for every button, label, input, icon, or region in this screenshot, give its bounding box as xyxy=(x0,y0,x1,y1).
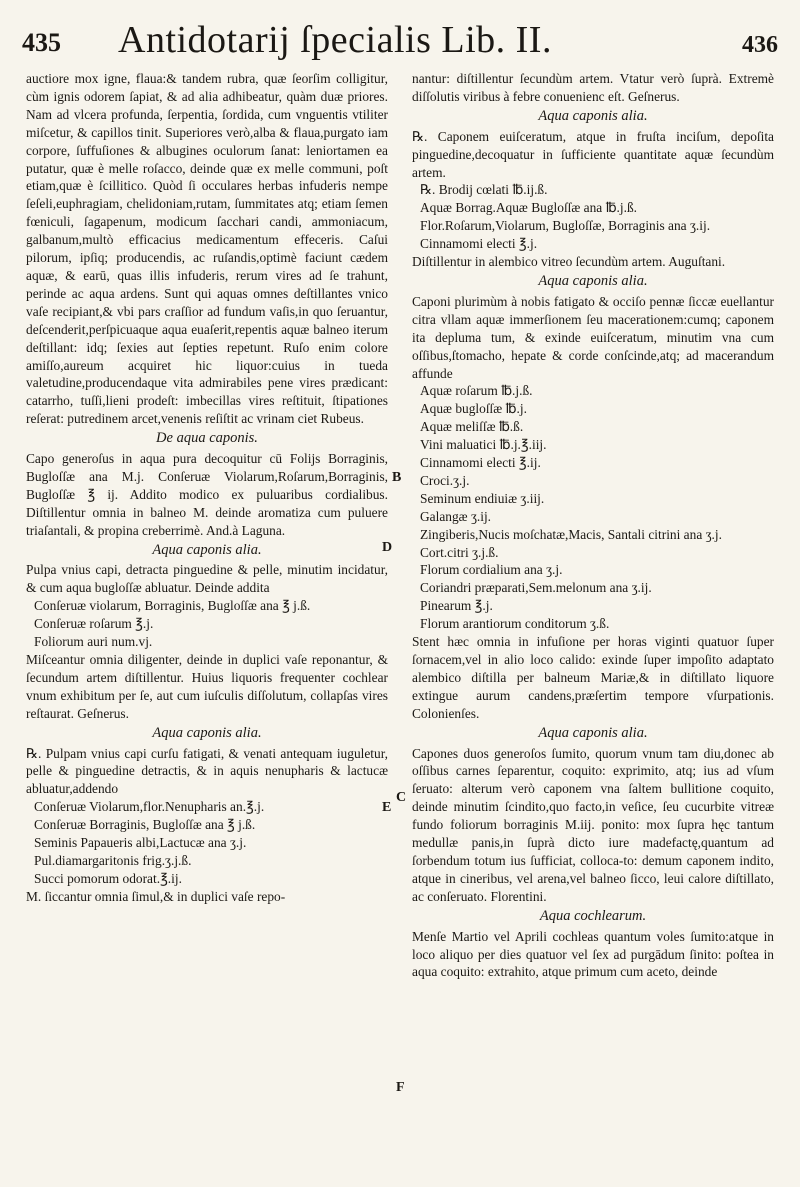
recipe-line: Foliorum auri num.vj. xyxy=(34,634,153,650)
paragraph: Menſe Martio vel Aprili cochleas quantum voles ſumito:atque in loco aliquo per dies quatuor vel ſex ad purgādum ſinito: poſtea in aqua coquito: extrahito, atque primum cum aceto, deinde xyxy=(412,928,774,980)
page-number-right: 436 xyxy=(742,32,778,58)
recipe-line: Cort.citri ʒ.j.ß. xyxy=(420,544,499,560)
paragraph: Capo generoſus in aqua pura decoquitur cū Folijs Borraginis, Bugloſſæ ana M.j. Conſeruæ Violarum,Roſarum,Borraginis, Bugloſſæ ℥ ij. Addito modico ex puluaribus cordialibus. Diſtillentur omnia in balneo M. deinde aromatiza cum puluere triaſantali, & propina creberrimè. And.à Laguna. xyxy=(26,451,388,538)
recipe-line: Flor.Roſarum,Violarum, Bugloſſæ, Borraginis ana ʒ.ij. xyxy=(420,218,711,234)
page-number-left: 435 xyxy=(22,28,61,57)
recipe-line: Coriandri præparati,Sem.melonum ana ʒ.ij. xyxy=(420,580,652,596)
paragraph: Miſceantur omnia diligenter, deinde in duplici vaſe reponantur, & ſecundum artem diſtillentur. Huius liquoris frequenter cochlear vnum exhibitum per ſe, aut cum iuſculis diſſolutum, collapſas vires reſtaurat. Geſnerus. xyxy=(26,652,388,721)
recipe-line: Pinearum ℥.j. xyxy=(420,598,493,614)
recipe-line: Florum arantiorum conditorum ʒ.ß. xyxy=(420,616,610,632)
margin-letter-d: D xyxy=(382,540,393,555)
recipe-line: Seminis Papaueris albi,Lactucæ ana ʒ.j. xyxy=(34,835,247,851)
recipe-line: Zingiberis,Nucis moſchatæ,Macis, Santali citrini ana ʒ.j. xyxy=(420,526,722,542)
recipe-line: Aquæ Borrag.Aquæ Bugloſſæ ana ℔.j.ß. xyxy=(420,200,638,216)
page-header xyxy=(22,14,786,66)
running-title: Antidotarij ſpecialis Lib. II. xyxy=(118,19,552,61)
paragraph: Pulpa vnius capi, detracta pinguedine & pelle, minutim incidatur, & cum aqua bugloſſæ abluatur. Deinde addita xyxy=(26,562,388,596)
section-heading: Aqua caponis alia. xyxy=(538,107,648,124)
recipe-line: Conſeruæ roſarum ℥.j. xyxy=(34,616,154,632)
recipe-line: Galangæ ʒ.ij. xyxy=(420,508,492,524)
paragraph: Caponi plurimùm à nobis fatigato & occiſo pennæ ſiccæ euellantur citra vllam aquæ immerſionem ſeu macerationem:cumq; caponem ita depluma tum, & exinde euiſceratum, minutim vna cum oſſibus,ſtomacho, hepate & corde conſcinde,atq; ad macerandum affunde xyxy=(412,293,774,381)
right-column xyxy=(412,70,774,981)
section-heading: Aqua cochlearum. xyxy=(539,907,647,924)
recipe-line: Aquæ roſarum ℔.j.ß. xyxy=(420,383,533,399)
recipe-line: Aquæ bugloſſæ ℔.j. xyxy=(420,401,527,417)
margin-letter-c: C xyxy=(396,790,407,805)
recipe-line: Succi pomorum odorat.℥.ij. xyxy=(34,870,182,886)
recipe-line: Cinnamomi electi ℥.j. xyxy=(420,236,538,252)
margin-letter-b: B xyxy=(392,470,402,485)
paragraph: Capones duos generoſos ſumito, quorum vnum tam diu,donec ab oſſibus carnes ſeparentur, coquito: exprimito, atq; ius ad vſum ſeruato: alterum verò caponem vna ſaltem bullitione coquito, deinde minutim ſcindito,quo facto,in veſice, ſeu cucurbite vitreæ fundo foliorum borraginis M.iij. ponito: mox ſupra hęc tantum medullæ panis,in ſuprà dicto iure madefactę,quantum ad ſorbendum totum ius ſufficiat, colloca-to: demum caponem indito, atque in cineribus, vel arena,vel balneo ſicco, leui calore diſtillato, ac conſeruato. Florentini. xyxy=(412,745,774,904)
margin-letter-e: E xyxy=(382,800,392,815)
recipe-line: Cinnamomi electi ℥.ij. xyxy=(420,455,541,471)
paragraph: ℞. Caponem euiſceratum, atque in fruſta inciſum, depoſita pinguedine,decoquatur in ſufficiente quantitate aquæ ſecundùm artem. xyxy=(412,128,774,180)
margin-letter-f: F xyxy=(396,1080,405,1095)
section-heading: Aqua caponis alia. xyxy=(538,272,648,289)
left-column xyxy=(26,70,388,906)
recipe-line: Conſeruæ Borraginis, Bugloſſæ ana ℥ j.ß. xyxy=(34,817,256,833)
paragraph: Diſtillentur in alembico vitreo ſecundùm artem. Auguſtani. xyxy=(412,254,726,270)
recipe-line: Pul.diamargaritonis frig.ʒ.j.ß. xyxy=(34,852,192,868)
recipe-line: Florum cordialium ana ʒ.j. xyxy=(420,562,563,578)
paragraph: M. ſiccantur omnia ſimul,& in duplici vaſe repo- xyxy=(26,888,286,904)
recipe-line: Conſeruæ violarum, Borraginis, Bugloſſæ ana ℥ j.ß. xyxy=(34,598,311,614)
recipe-line: ℞. Brodij cœlati ℔.ij.ß. xyxy=(420,182,548,198)
recipe-line: Conſeruæ Violarum,flor.Nenupharis an.℥.j. xyxy=(34,799,265,815)
section-heading: Aqua caponis alia. xyxy=(152,724,262,741)
recipe-line: Vini maluatici ℔.j.℥.iij. xyxy=(420,437,547,453)
section-heading: Aqua caponis alia. xyxy=(538,724,648,741)
section-heading: Aqua caponis alia. xyxy=(152,541,262,558)
recipe-line: Aquæ meliſſæ ℔.ß. xyxy=(420,419,524,435)
recipe-line: Croci.ʒ.j. xyxy=(420,472,470,488)
section-heading: De aqua caponis. xyxy=(156,430,258,447)
paragraph: auctiore mox igne, flaua:& tandem rubra, quæ ſeorſim colligitur, cùm ignis odorem ſapiat, & ad alia adhibeatur, quàm duæ priores. Nam ad vlcera profunda, ſerpentia, ſordida, cum vnguentis vtiliter miſcetur, & capillos tinit. Superiores verò,alba & flaua,purgato iam corpore, ſuffuſiones & albugines oculorum ſanat: leniortamen ea putatur, quæ è melle roſacco, deinde quæ ex melle communi, poſt etiam,quæ è ſcillitico. Quòd ſi occulares herbas infuderis nempe ſeſeli,euphragiam, chelidoniam,rutam, ſummitates atq; etiam ſemen fœniculi, ſagapenum, modicum ſacchari candi, ammoniacum, galbanum,multò efficacius medicamentum effeceris. Caſui pilorum, ipſiq; producendis, ac ruſandis,optimè faciunt cædem aquæ, & earū, quas illis infuderis, rerum vires ad ſe trahunt, perinde ac aqua ardens. Sunt qui aquas omnes deſtillantes vnico vaſe recipiant,& vbi pars craſſior ad fundum vaſis,in quo ſeruantur, deſcenderit,perſpicuaque aqua euaſerit,repentis aquæ balneo iterum deſtillant: idq; ſexies aut ſepties repetunt. Ruſo enim colore amiſſo,aureum acquiret hic liquor:cuius in tueda valetudine,producendaque vita admirabiles pene vires prædicant: catarrho, tuſſi,lieni prodeſt: imbecillas vires reſtituit, ſtipationes reſerat: putredinem arcet,venenis reſiſtit ac vrinam ciet Rubeus. xyxy=(26,71,388,427)
paragraph: ℞. Pulpam vnius capi curſu fatigati, & venati antequam iuguletur, pelle & pinguedine detractis, & in aquis nenupharis & lactucæ abluatur,addendo xyxy=(26,745,388,797)
recipe-line: Seminum endiuiæ ʒ.iij. xyxy=(420,490,545,506)
paragraph: nantur: diſtillentur ſecundùm artem. Vtatur verò ſuprà. Extremè diſſolutis viribus à febre conuenienc eſt. Geſnerus. xyxy=(412,71,774,104)
paragraph: Stent hæc omnia in infuſione per horas viginti quatuor ſuper ſornacem,vel in alio loco calido: exinde ſuper impoſito adaptato alembico diſtilla per balneum Mariæ,& in diſtillato liquore extingue aurum candens,præſertim tempore vſurpationis. Colonienſes. xyxy=(412,634,774,721)
